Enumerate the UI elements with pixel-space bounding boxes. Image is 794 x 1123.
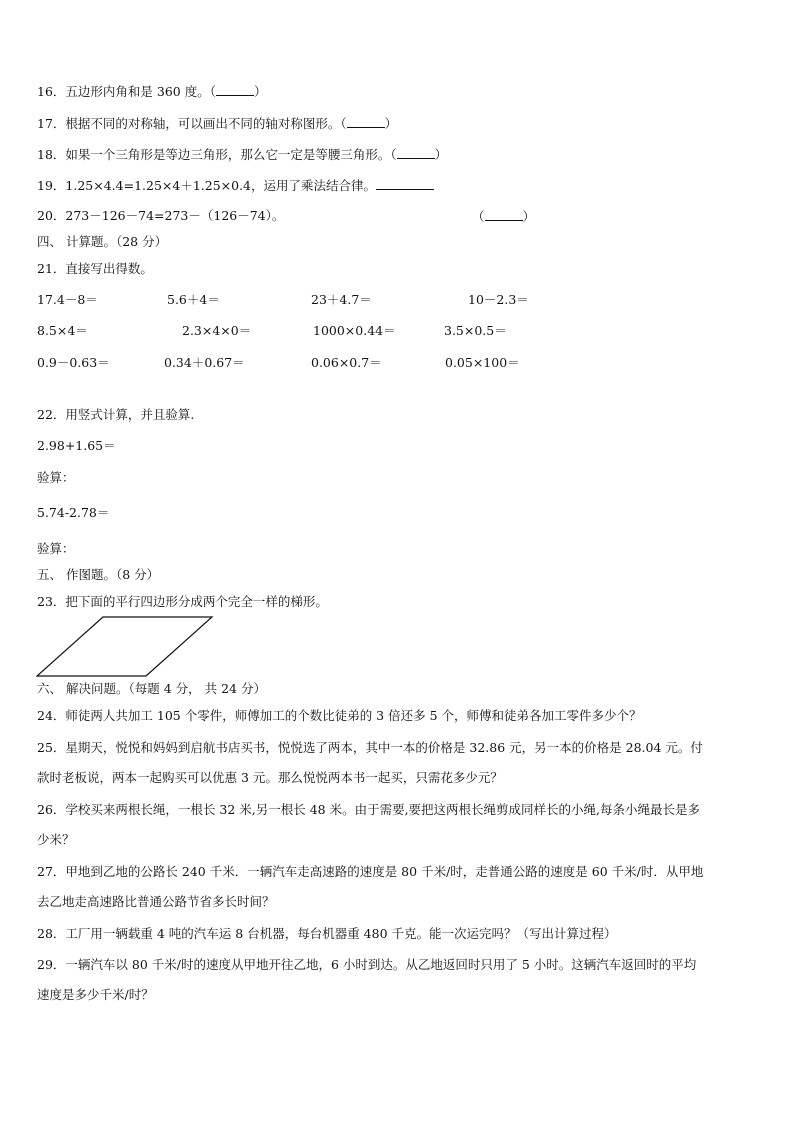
parallelogram-figure[interactable]	[36, 615, 216, 679]
calc-item: 2.3×4×0＝	[182, 323, 252, 338]
answer-blank-17[interactable]	[347, 115, 385, 128]
calc-item: 8.5×4＝	[37, 323, 88, 338]
question-25-line-1: 25．星期天，悦悦和妈妈到启航书店买书，悦悦选了两本，其中一本的价格是 32.86 元，另一本的价格是 28.04 元。付	[37, 740, 703, 755]
question-26-line-1: 26．学校买来两根长绳，一根长 32 米,另一根长 48 米。由于需要,要把这两根长绳剪成同样长的小绳,每条小绳最长是多	[37, 802, 701, 817]
answer-blank-19[interactable]	[376, 177, 434, 190]
section-5-heading: 五、 作图题。（8 分）	[37, 567, 160, 582]
question-21: 21．直接写出得数。	[37, 261, 153, 276]
question-20-text: 20．273－126－74=273－（126－74）。	[37, 208, 285, 223]
question-16-paren-close: ）	[253, 84, 267, 99]
question-16	[37, 83, 266, 100]
question-20-answer	[472, 208, 535, 225]
calc-item: 17.4－8＝	[37, 292, 98, 307]
calc-item: 1000×0.44＝	[313, 323, 396, 338]
question-28: 28．工厂用一辆载重 4 吨的汽车运 8 台机器，每台机器重 480 千克。能一次运完吗？（写出计算过程）	[37, 926, 617, 941]
calc-item: 3.5×0.5＝	[444, 323, 507, 338]
question-18	[37, 146, 447, 163]
question-19-text: 19．1.25×4.4=1.25×4＋1.25×0.4，运用了乘法结合律。	[37, 178, 377, 193]
calc-item: 10－2.3＝	[468, 292, 529, 307]
calc-item: 23＋4.7＝	[311, 292, 372, 307]
question-17-paren-close: ）	[384, 116, 398, 131]
check-label-1: 验算：	[37, 470, 75, 485]
question-18-paren-close: ）	[434, 147, 448, 162]
question-25-line-2: 款时老板说，两本一起购买可以优惠 3 元。那么悦悦两本书一起买，只需花多少元？	[37, 770, 503, 785]
question-20	[37, 208, 284, 224]
calc-item: 0.05×100＝	[445, 355, 520, 370]
vertical-calc-1: 2.98+1.65＝	[37, 438, 116, 453]
section-4-heading: 四、 计算题。（28 分）	[37, 234, 168, 249]
calc-item: 0.9－0.63＝	[37, 355, 110, 370]
calc-item: 0.34＋0.67＝	[164, 355, 245, 370]
question-19	[37, 177, 434, 194]
question-20-paren-open: （	[472, 209, 485, 224]
answer-blank-16[interactable]	[216, 83, 254, 96]
check-label-2: 验算：	[37, 541, 75, 556]
question-29-line-1: 29．一辆汽车以 80 千米/时的速度从甲地开往乙地，6 小时到达。从乙地返回时只用了 5 小时。这辆汽车返回时的平均	[37, 957, 697, 972]
answer-blank-18[interactable]	[397, 146, 435, 159]
question-22: 22．用竖式计算，并且验算.	[37, 407, 195, 422]
section-6-heading: 六、 解决问题。（每题 4 分， 共 24 分）	[37, 681, 266, 696]
calc-item: 0.06×0.7＝	[311, 355, 382, 370]
question-18-text: 18．如果一个三角形是等边三角形，那么它一定是等腰三角形。（	[37, 147, 397, 162]
question-23: 23．把下面的平行四边形分成两个完全一样的梯形。	[37, 594, 328, 609]
question-17-text: 17．根据不同的对称轴，可以画出不同的轴对称图形。（	[37, 116, 347, 131]
parallelogram-shape	[37, 617, 212, 676]
question-27-line-2: 去乙地走高速路比普通公路节省多长时间？	[37, 894, 275, 909]
question-24: 24．师徒两人共加工 105 个零件，师傅加工的个数比徒弟的 3 倍还多 5 个，师傅和徒弟各加工零件多少个？	[37, 708, 642, 723]
question-16-text: 16．五边形内角和是 360 度。（	[37, 84, 216, 99]
question-20-paren-close: ）	[522, 209, 536, 224]
question-29-line-2: 速度是多少千米/时？	[37, 987, 154, 1002]
question-17	[37, 115, 397, 132]
calc-item: 5.6＋4＝	[167, 292, 220, 307]
answer-blank-20[interactable]	[485, 208, 523, 221]
question-26-line-2: 少米？	[37, 832, 75, 847]
vertical-calc-2: 5.74-2.78＝	[37, 505, 110, 520]
question-27-line-1: 27．甲地到乙地的公路长 240 千米．一辆汽车走高速路的速度是 80 千米/时，走普通公路的速度是 60 千米/时．从甲地	[37, 864, 704, 879]
